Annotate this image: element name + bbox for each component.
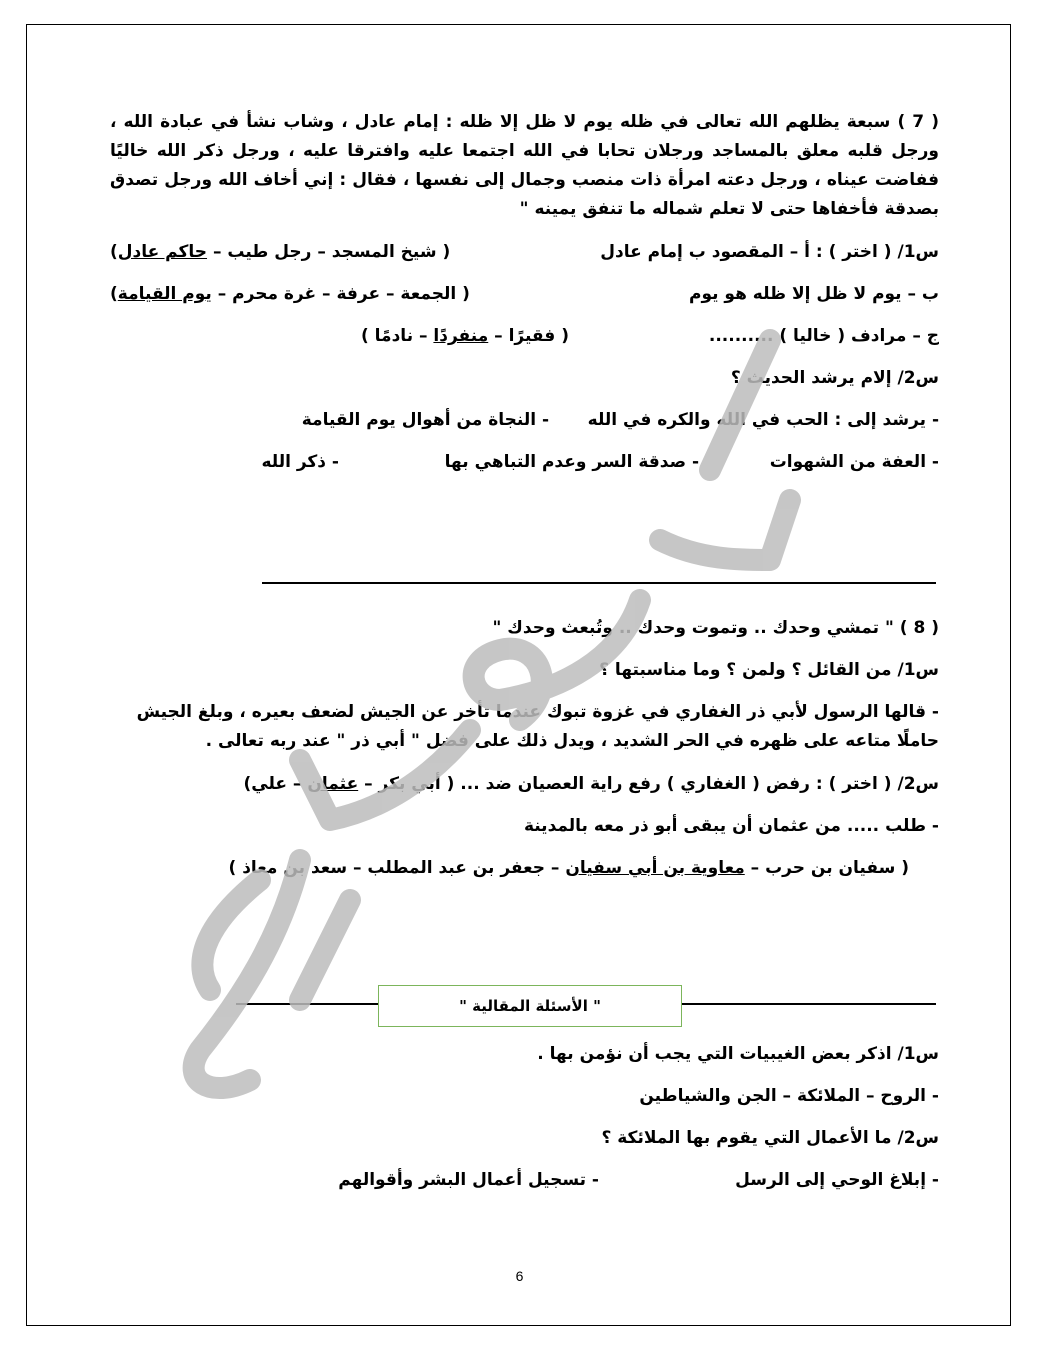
q7-question-1-row	[110, 238, 939, 266]
q7-qb-prefix: ب – يوم لا ظل إلا ظله هو يوم	[689, 284, 939, 304]
essay-answer-item: - إبلاغ الوحي إلى الرسل	[735, 1170, 939, 1190]
q8-question-2-row: س2/ ( اختر ) : رفض ( الغفاري ) رفع راية العصيان ضد ... ( أبي بكر – عثمان – علي)	[110, 770, 939, 798]
q8-answer: - قالها الرسول لأبي ذر الغفاري في غزوة تبوك عندما تأخر عن الجيش لضعف بعيره ، وبلغ الجيش حاملًا متاعه على ظهره في الحر الشديد ، ويدل ذلك على فضل " أبي ذر " عند ربه تعالى .	[136, 702, 939, 751]
q8-quote: ( 8 ) " تمشي وحدك .. وتموت وحدك .. وتُبعث وحدك "	[492, 618, 939, 638]
guidance-item: - ذكر الله	[261, 452, 339, 472]
q8-question-1: س1/ من القائل ؟ ولمن ؟ وما مناسبتها ؟	[599, 660, 939, 680]
q7-qb-options: ( الجمعة – عرفة – غرة محرم – يوم القيامة)	[110, 284, 470, 304]
worksheet-content	[110, 108, 939, 476]
q8-section	[110, 614, 939, 882]
q8-q2-answer: عثمان	[307, 774, 359, 794]
guidance-item: - صدقة السر وعدم التباهي بها	[444, 452, 699, 472]
q8-q2-prefix: س2/ ( اختر ) : رفض ( الغفاري ) رفع راية العصيان ضد ... ( أبي بكر –	[364, 774, 939, 794]
q7-q1-options: ( شيخ المسجد – رجل طيب – حاكم عادل)	[110, 242, 451, 262]
essay-heading: " الأسئلة المقالية "	[378, 985, 682, 1027]
section-divider	[262, 582, 936, 584]
essay-answer-item: - تسجيل أعمال البشر وأقوالهم	[338, 1170, 599, 1190]
q7-q1-answer: حاكم عادل	[117, 242, 208, 262]
guidance-item: - العفة من الشهوات	[769, 452, 939, 472]
essay-question-1: س1/ اذكر بعض الغيبيات التي يجب أن نؤمن بها .	[537, 1044, 939, 1064]
essay-answer-2-row	[110, 1166, 939, 1194]
guidance-item: - يرشد إلى : الحب في الله والكره في الله	[587, 410, 939, 430]
q7-q1-prefix: س1/ ( اختر ) : أ – المقصود ب إمام عادل	[600, 242, 939, 262]
q7-qb-answer: يوم القيامة	[117, 284, 212, 304]
q8-request-answer: معاوية بن أبي سفيان	[565, 858, 745, 878]
q7-qc-answer: منفردًا	[433, 326, 489, 346]
essay-section	[110, 1040, 939, 1194]
essay-question-2: س2/ ما الأعمال التي يقوم بها الملائكة ؟	[601, 1128, 939, 1148]
q7-qc-prefix: ج – مرادف ( خاليا ) ..........	[708, 326, 939, 346]
page-number: 6	[515, 1268, 524, 1284]
q8-request-options: ( سفيان بن حرب – معاوية بن أبي سفيان – جعفر بن عبد المطلب – سعد بن معاذ )	[110, 854, 939, 882]
essay-answer-1: - الروح – الملائكة – الجن والشياطين	[639, 1086, 939, 1106]
q7-hadith: ( 7 ) سبعة يظلهم الله تعالى في ظله يوم لا ظل إلا ظله : إمام عادل ، وشاب نشأ في عبادة الله ، ورجل قلبه معلق بالمساجد ورجلان تحابا في الله اجتمعا عليه وافترقا عليه ، ورجل ذكر الله خاليًا ففاضت عيناه ، ورجل دعته امرأة ذات منصب وجمال إلى نفسها ، فقال : إني أخاف الله ورجل تصدق بصدقة فأخفاها حتى لا تعلم شماله ما تنفق يمينه "	[110, 112, 939, 219]
q7-guidance-row-2	[110, 448, 939, 476]
q7-question-b-row	[110, 280, 939, 308]
q7-question-2: س2/ إلام يرشد الحديث ؟	[730, 368, 939, 388]
q7-guidance-row-1	[110, 406, 939, 434]
q8-request-line: - طلب ..... من عثمان أن يبقى أبو ذر معه بالمدينة	[523, 816, 939, 836]
guidance-item: - النجاة من أهوال يوم القيامة	[301, 410, 549, 430]
q7-question-c-row	[110, 322, 939, 350]
q7-qc-options: ( فقيرًا – منفردًا – نادمًا )	[360, 326, 569, 346]
